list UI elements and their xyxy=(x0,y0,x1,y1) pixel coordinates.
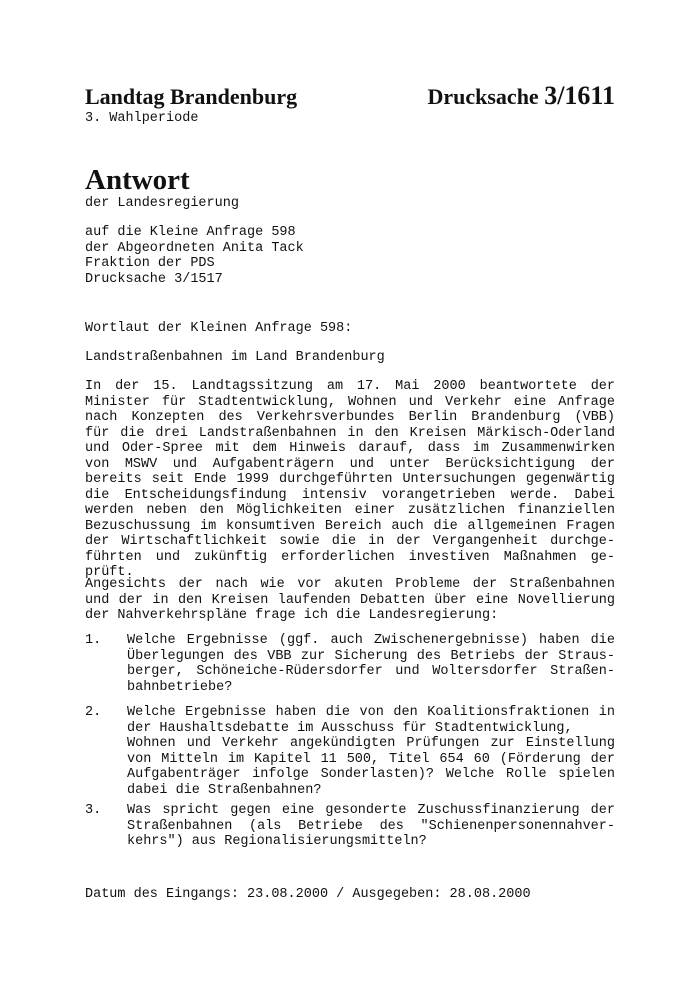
paragraph-line: und der in den Kreisen laufenden Debatten über eine Novellierung xyxy=(85,592,615,608)
drucksache-label xyxy=(427,83,615,110)
question-number: 1. xyxy=(85,633,102,648)
question-line: Überlegungen des VBB zur Sicherung des Betriebs der Straus- xyxy=(127,648,615,664)
paragraph-line: bereits seit Ende 1999 durchgeführten Untersuchungen gegenwärtig xyxy=(85,472,615,487)
reference-block xyxy=(85,225,304,287)
reference-line: auf die Kleine Anfrage 598 xyxy=(85,225,296,240)
question-number: 2. xyxy=(85,705,102,720)
drucksache-number: 3/1611 xyxy=(544,81,615,110)
paragraph-line: für die drei Landstraßenbahnen in den Kreisen Märkisch-Oderland xyxy=(85,425,615,441)
question-line: kehrs") aus Regionalisierungsmitteln? xyxy=(127,834,427,849)
receipt-date-line: Datum des Eingangs: 23.08.2000 / Ausgegeben: 28.08.2000 xyxy=(85,887,531,902)
question-line: Aufgabenträger infolge Sonderlasten)? Welche Rolle spielen xyxy=(127,767,615,782)
question-text xyxy=(127,633,615,695)
question-line: Straßenbahnen (als Betriebe des "Schienenpersonennahver- xyxy=(127,818,615,834)
document-subtitle: der Landesregierung xyxy=(85,196,239,211)
question-line: Wohnen und Verkehr angekündigten Prüfungen zur Einstellung xyxy=(127,736,615,751)
parliament-title: Landtag Brandenburg xyxy=(85,84,298,109)
reference-line: der Abgeordneten Anita Tack xyxy=(85,240,304,256)
legislative-period: 3. Wahlperiode xyxy=(85,111,199,126)
paragraph-line: der Wirtschaftlichkeit sowie die in der Vergangenheit durchge- xyxy=(85,534,615,549)
subject-line: Landstraßenbahnen im Land Brandenburg xyxy=(85,350,385,365)
question-lead-paragraph xyxy=(85,577,615,624)
wortlaut-heading: Wortlaut der Kleinen Anfrage 598: xyxy=(85,321,353,336)
question-number: 3. xyxy=(85,803,102,818)
paragraph-line: führten und zukünftig erforderlichen investiven Maßnahmen ge- xyxy=(85,549,615,565)
reference-line: Drucksache 3/1517 xyxy=(85,271,223,287)
paragraph-line: der Nahverkehrspläne frage ich die Landesregierung: xyxy=(85,608,499,623)
paragraph-line: Minister für Stadtentwicklung, Wohnen und Verkehr eine Anfrage xyxy=(85,394,615,410)
question-line: von Mitteln im Kapitel 11 500, Titel 654 60 (Förderung der xyxy=(127,751,615,767)
question-line: Welche Ergebnisse (ggf. auch Zwischenergebnisse) haben die xyxy=(127,633,615,648)
paragraph-line: und Oder-Spree mit dem Hinweis darauf, dass im Zusammenwirken xyxy=(85,441,615,456)
question-text xyxy=(127,803,615,850)
question-line: bahnbetriebe? xyxy=(127,679,233,695)
paragraph-line: von MSWV und Aufgabenträgern und unter Berücksichtigung der xyxy=(85,456,615,472)
document-title: Antwort xyxy=(85,164,190,196)
question-line: Welche Ergebnisse haben die von den Koalitionsfraktionen in xyxy=(127,705,615,720)
paragraph-line: die Entscheidungsfindung intensiv vorangetrieben werde. Dabei xyxy=(85,487,615,503)
question-text xyxy=(127,705,615,798)
intro-paragraph xyxy=(85,379,615,581)
paragraph-line: In der 15. Landtagssitzung am 17. Mai 2000 beantwortete der xyxy=(85,379,615,394)
paragraph-line: nach Konzepten des Verkehrsverbundes Berlin Brandenburg (VBB) xyxy=(85,410,615,425)
paragraph-line: Angesichts der nach wie vor akuten Probleme der Straßenbahnen xyxy=(85,577,615,592)
paragraph-line: werden neben den Möglichkeiten einer zusätzlichen finanziellen xyxy=(85,503,615,518)
paragraph-line: prüft. xyxy=(85,565,134,580)
question-line: dabei die Straßenbahnen? xyxy=(127,782,322,798)
question-line: berger, Schöneiche-Rüdersdorfer und Woltersdorfer Straßen- xyxy=(127,664,615,679)
question-line: Was spricht gegen eine gesonderte Zuschussfinanzierung der xyxy=(127,803,615,818)
paragraph-line: Bezuschussung im konsumtiven Bereich auch die allgemeinen Fragen xyxy=(85,518,615,534)
reference-line: Fraktion der PDS xyxy=(85,256,215,271)
question-line: der Haushaltsdebatte im Ausschuss für Stadtentwicklung, xyxy=(127,720,573,736)
drucksache-prefix: Drucksache xyxy=(427,84,539,109)
